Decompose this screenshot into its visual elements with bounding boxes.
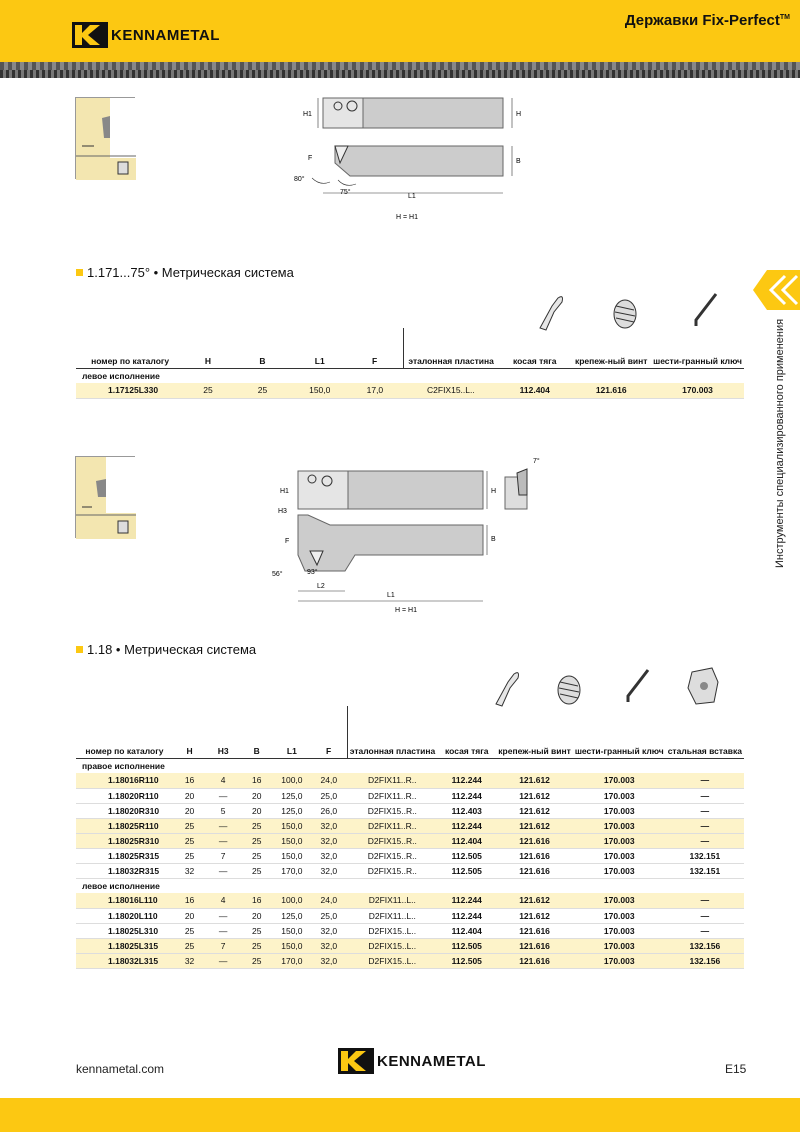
col-f: F [310, 706, 347, 758]
cell: 112.244 [437, 908, 496, 923]
header-logo [72, 22, 220, 48]
cell: 170.003 [573, 833, 666, 848]
cell: 170.003 [651, 383, 744, 398]
cell: 16 [173, 773, 206, 788]
angled-clamp-icon [486, 664, 522, 708]
cell: 170.003 [573, 788, 666, 803]
cell: — [666, 833, 744, 848]
section1-table [76, 328, 744, 399]
table-row [76, 923, 744, 938]
cell: 170.003 [573, 803, 666, 818]
label-h1: H1 [303, 111, 312, 118]
cell: 25 [173, 818, 206, 833]
page-title-tm: TM [779, 14, 790, 21]
cell: 32,0 [310, 938, 347, 953]
cell: 112.244 [437, 788, 496, 803]
cell: — [206, 908, 240, 923]
section1-title [76, 265, 294, 280]
label-angle-75: 75° [340, 189, 351, 196]
page-number: E15 [725, 1062, 747, 1076]
section2-title [76, 642, 256, 657]
cell: 24,0 [310, 893, 347, 908]
label-angle-80: 80° [294, 176, 305, 183]
table-row [76, 863, 744, 878]
page-title-text: Державки Fix-Perfect [624, 12, 780, 29]
cell: C2FIX15..L.. [404, 383, 499, 398]
cell: 24,0 [310, 773, 347, 788]
cell: 112.404 [437, 923, 496, 938]
hex-key-icon [622, 666, 652, 706]
cell: 25 [240, 923, 273, 938]
table-row [76, 773, 744, 788]
cell: 121.616 [496, 863, 573, 878]
cell: — [666, 773, 744, 788]
cell-catalog: 1.18025R110 [76, 818, 173, 833]
cell: 170.003 [573, 773, 666, 788]
col-f: F [346, 328, 403, 368]
cell: 20 [240, 788, 273, 803]
cell: D2FIX11..L.. [347, 893, 437, 908]
cell: 170.003 [573, 908, 666, 923]
col-key: шести-гранный ключ [651, 328, 744, 368]
cell: D2FIX11..R.. [347, 788, 437, 803]
cell: D2FIX11..L.. [347, 908, 437, 923]
cell: — [206, 833, 240, 848]
cell: 25 [240, 833, 273, 848]
cell: D2FIX15..R.. [347, 848, 437, 863]
cell: 32,0 [310, 953, 347, 968]
cell: 132.156 [666, 953, 744, 968]
table-row [76, 908, 744, 923]
cell: 170,0 [273, 863, 310, 878]
table-row [76, 938, 744, 953]
col-catalog: номер по каталогу [76, 706, 173, 758]
cell: 112.244 [437, 893, 496, 908]
cell: 25 [240, 863, 273, 878]
cell: 112.403 [437, 803, 496, 818]
bullet-square [76, 269, 83, 276]
section1-title-text: 1.171...75° • Метрическая система [87, 265, 294, 280]
cell: 25 [232, 383, 294, 398]
cell: 170.003 [573, 818, 666, 833]
cell: 121.616 [496, 938, 573, 953]
cell: — [206, 818, 240, 833]
label-h-eq-h1: H = H1 [395, 607, 417, 614]
cell: 132.151 [666, 863, 744, 878]
table-row [76, 833, 744, 848]
cell: — [666, 788, 744, 803]
angled-clamp-icon [530, 288, 566, 332]
kennametal-k-icon [72, 22, 108, 48]
label-h1: H1 [280, 488, 289, 495]
col-catalog: номер по каталогу [76, 328, 184, 368]
cell: 150,0 [273, 833, 310, 848]
cell: 20 [173, 788, 206, 803]
cell: 112.404 [437, 833, 496, 848]
cell: 121.612 [496, 773, 573, 788]
col-h: H [184, 328, 232, 368]
cell: D2FIX11..R.. [347, 773, 437, 788]
cell: 125,0 [273, 788, 310, 803]
tool-drawing-2 [265, 455, 555, 615]
col-screw: крепеж-ный винт [496, 706, 573, 758]
cell-catalog: 1.18020L110 [76, 908, 173, 923]
cell-catalog: 1.18020R310 [76, 803, 173, 818]
thumbnail-2 [75, 456, 135, 538]
cell: 25,0 [310, 788, 347, 803]
label-angle-7: 7° [533, 458, 540, 465]
cell: 121.616 [571, 383, 651, 398]
cell: 20 [173, 908, 206, 923]
cell: D2FIX15..L.. [347, 938, 437, 953]
section2-table-body [76, 758, 744, 968]
cell-catalog: 1.18025R315 [76, 848, 173, 863]
cell: 5 [206, 803, 240, 818]
cell: 121.616 [496, 833, 573, 848]
col-l1: L1 [293, 328, 346, 368]
cell: — [666, 923, 744, 938]
cell: 112.404 [498, 383, 571, 398]
cell: 132.156 [666, 938, 744, 953]
col-key: шести-гранный ключ [573, 706, 666, 758]
cell-catalog: 1.17125L330 [76, 383, 184, 398]
label-h3: H3 [278, 508, 287, 515]
cell: — [666, 893, 744, 908]
cell: 32,0 [310, 923, 347, 938]
cell: 121.612 [496, 803, 573, 818]
cell: 170.003 [573, 863, 666, 878]
cell: 17,0 [346, 383, 403, 398]
section2-title-text: 1.18 • Метрическая система [87, 642, 257, 657]
page-title [625, 12, 790, 29]
cell: 4 [206, 773, 240, 788]
col-l1: L1 [273, 706, 310, 758]
cell: — [206, 953, 240, 968]
bullet-square [76, 646, 83, 653]
cell: 7 [206, 938, 240, 953]
screw-icon [554, 672, 584, 708]
col-insert: эталонная пластина [347, 706, 437, 758]
col-h3: H3 [206, 706, 240, 758]
col-h: H [173, 706, 206, 758]
cell-catalog: 1.18032R315 [76, 863, 173, 878]
table-row [76, 893, 744, 908]
cell-catalog: 1.18025R310 [76, 833, 173, 848]
cell: 150,0 [273, 938, 310, 953]
steel-insert-icon [684, 664, 722, 708]
cell: 121.612 [496, 908, 573, 923]
cell: 25 [173, 923, 206, 938]
cell: 16 [240, 893, 273, 908]
cell-catalog: 1.18016L110 [76, 893, 173, 908]
section2-table [76, 706, 744, 969]
cell-catalog: 1.18025L315 [76, 938, 173, 953]
table-row [76, 383, 744, 398]
cell: — [206, 863, 240, 878]
table-row [76, 848, 744, 863]
cell: 150,0 [273, 848, 310, 863]
cell: 16 [240, 773, 273, 788]
screw-icon [610, 296, 640, 332]
side-label-text: Инструменты специализированного применения [774, 318, 786, 568]
cell: 20 [173, 803, 206, 818]
cell: 150,0 [293, 383, 346, 398]
table-row [76, 788, 744, 803]
label-f: F [308, 155, 313, 162]
cell: 125,0 [273, 803, 310, 818]
cell: 25 [173, 938, 206, 953]
thumbnail-1 [75, 97, 135, 179]
cell: — [666, 803, 744, 818]
cell-catalog: 1.18016R110 [76, 773, 173, 788]
cell: 112.244 [437, 773, 496, 788]
tool-drawing-1 [290, 88, 540, 223]
cell: 100,0 [273, 893, 310, 908]
cell: 25 [240, 953, 273, 968]
label-f: F [285, 538, 290, 545]
cell: 170.003 [573, 893, 666, 908]
cell: 32,0 [310, 833, 347, 848]
cell: 170,0 [273, 953, 310, 968]
cell: 121.612 [496, 788, 573, 803]
cell: 112.505 [437, 863, 496, 878]
group-label: левое исполнение [82, 880, 160, 891]
cell: 170.003 [573, 953, 666, 968]
header-brand: KENNAMETAL [111, 26, 220, 44]
cell: 170.003 [573, 923, 666, 938]
side-chevron-icon [745, 270, 800, 310]
cell: 26,0 [310, 803, 347, 818]
cell: D2FIX15..L.. [347, 953, 437, 968]
label-b: B [491, 536, 496, 543]
cell: D2FIX11..R.. [347, 818, 437, 833]
label-l2: L2 [317, 583, 325, 590]
col-b: B [232, 328, 294, 368]
cell: 112.505 [437, 848, 496, 863]
cell: 112.244 [437, 818, 496, 833]
col-steel-insert: стальная вставка [666, 706, 744, 758]
table-row [76, 953, 744, 968]
cell: 25 [240, 848, 273, 863]
header-stripes-lower [0, 70, 800, 78]
table-row [76, 803, 744, 818]
group-label: левое исполнение [82, 370, 160, 381]
cell: 121.612 [496, 818, 573, 833]
cell: 170.003 [573, 938, 666, 953]
cell: D2FIX15..L.. [347, 923, 437, 938]
cell: 121.616 [496, 923, 573, 938]
cell: 32,0 [310, 863, 347, 878]
footer-logo [338, 1048, 486, 1074]
group-label: правое исполнение [82, 760, 165, 771]
cell: — [206, 788, 240, 803]
col-clamp: косая тяга [498, 328, 571, 368]
side-label [770, 320, 794, 570]
cell: 25 [173, 833, 206, 848]
cell: 25,0 [310, 908, 347, 923]
cell: — [206, 923, 240, 938]
cell: 100,0 [273, 773, 310, 788]
cell: 4 [206, 893, 240, 908]
cell: — [666, 908, 744, 923]
cell: 20 [240, 908, 273, 923]
cell: 121.616 [496, 953, 573, 968]
label-h: H [491, 488, 497, 495]
cell-catalog: 1.18025L310 [76, 923, 173, 938]
label-h-eq-h1: H = H1 [396, 214, 418, 221]
cell: 112.505 [437, 938, 496, 953]
cell-catalog: 1.18032L315 [76, 953, 173, 968]
table-row [76, 818, 744, 833]
cell: 20 [240, 803, 273, 818]
label-h: H [516, 111, 522, 118]
label-l1: L1 [387, 592, 395, 599]
cell: 32,0 [310, 818, 347, 833]
label-b: B [516, 158, 521, 165]
cell: 16 [173, 893, 206, 908]
cell: 125,0 [273, 908, 310, 923]
cell: 25 [184, 383, 232, 398]
col-b: B [240, 706, 273, 758]
footer-bar [0, 1098, 800, 1132]
cell: 132.151 [666, 848, 744, 863]
cell: 112.505 [437, 953, 496, 968]
cell-catalog: 1.18020R110 [76, 788, 173, 803]
cell: 150,0 [273, 923, 310, 938]
cell: 25 [173, 848, 206, 863]
cell: 25 [240, 938, 273, 953]
cell: 150,0 [273, 818, 310, 833]
label-l1: L1 [408, 193, 416, 200]
cell: 170.003 [573, 848, 666, 863]
cell: 7 [206, 848, 240, 863]
cell: D2FIX15..R.. [347, 803, 437, 818]
cell: — [666, 818, 744, 833]
hex-key-icon [690, 290, 720, 330]
cell: 25 [240, 818, 273, 833]
cell: 121.616 [496, 848, 573, 863]
cell: D2FIX15..R.. [347, 863, 437, 878]
label-angle-93: 93° [307, 569, 318, 576]
cell: 32,0 [310, 848, 347, 863]
cell: 32 [173, 953, 206, 968]
col-clamp: косая тяга [437, 706, 496, 758]
footer-url[interactable]: kennametal.com [76, 1062, 165, 1076]
label-angle-56: 56° [272, 571, 283, 578]
kennametal-k-icon [338, 1048, 374, 1074]
cell: D2FIX15..R.. [347, 833, 437, 848]
col-insert: эталонная пластина [404, 328, 499, 368]
footer-brand: KENNAMETAL [377, 1052, 486, 1070]
cell: 121.612 [496, 893, 573, 908]
cell: 32 [173, 863, 206, 878]
col-screw: крепеж-ный винт [571, 328, 651, 368]
